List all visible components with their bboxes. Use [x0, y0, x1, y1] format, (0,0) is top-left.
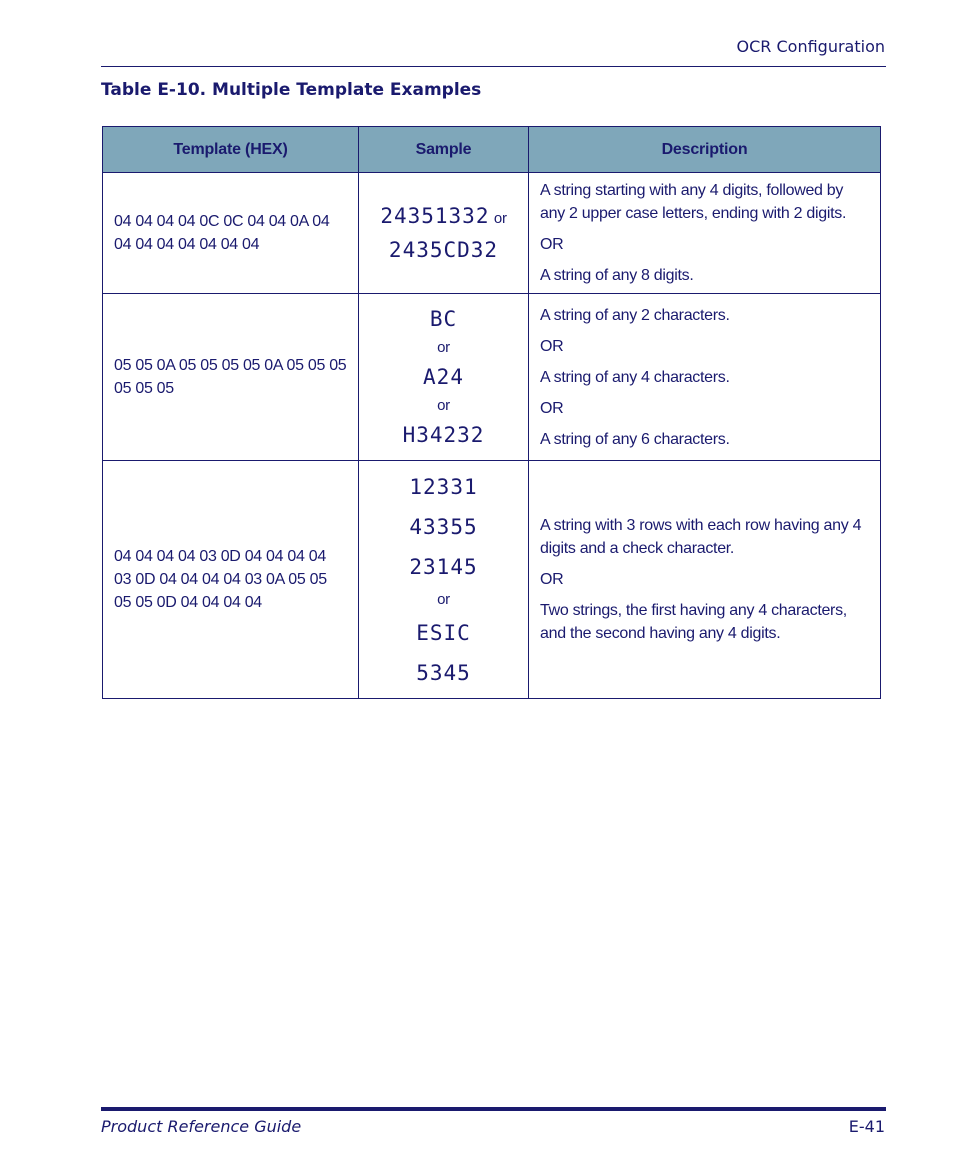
or-separator: or — [437, 339, 450, 356]
description-text: A string starting with any 4 digits, followed by any 2 upper case letters, ending with 2 digits. — [540, 182, 847, 222]
table-row — [103, 294, 881, 461]
ocr-sample: ESIC — [416, 620, 471, 645]
table-row — [103, 461, 881, 699]
table-header-row — [103, 127, 881, 173]
sample-cell — [359, 461, 529, 699]
description-cell — [529, 294, 881, 461]
ocr-sample: BC — [429, 307, 458, 331]
description-text: A string with 3 rows with each row having any 4 digits and a check character. — [540, 517, 862, 557]
page-number: E-41 — [848, 1117, 885, 1136]
footer-rule — [101, 1107, 886, 1111]
or-separator: or — [437, 397, 450, 414]
template-hex-cell: 04 04 04 04 03 0D 04 04 04 04 03 0D 04 04 04 04 03 0A 05 05 05 05 0D 04 04 04 04 — [103, 461, 359, 699]
description-or: OR — [540, 337, 564, 355]
or-separator: or — [493, 210, 507, 227]
description-or: OR — [540, 236, 564, 253]
ocr-sample: 43355 — [409, 514, 478, 539]
table-title: Table E-10. Multiple Template Examples — [101, 80, 482, 100]
description-text: A string of any 4 characters. — [540, 368, 730, 386]
description-text: Two strings, the first having any 4 characters, and the second having any 4 digits. — [540, 602, 847, 642]
ocr-sample: 24351332 — [380, 204, 490, 228]
ocr-sample: 2435CD32 — [388, 238, 499, 262]
sample-cell — [359, 173, 529, 294]
ocr-sample: A24 — [423, 365, 464, 389]
description-or: OR — [540, 571, 564, 588]
ocr-sample: 12331 — [409, 474, 478, 499]
ocr-sample: 5345 — [416, 660, 471, 685]
or-separator: or — [437, 590, 450, 608]
footer-guide-title: Product Reference Guide — [101, 1117, 302, 1136]
description-or: OR — [540, 399, 564, 417]
sample-cell — [359, 294, 529, 461]
ocr-sample: 23145 — [409, 554, 478, 579]
column-header-sample: Sample — [359, 127, 529, 173]
description-cell — [529, 173, 881, 294]
description-cell — [529, 461, 881, 699]
template-examples-table — [102, 126, 881, 699]
header-rule — [101, 66, 886, 67]
description-text: A string of any 6 characters. — [540, 430, 730, 448]
description-text: A string of any 2 characters. — [540, 306, 730, 324]
running-header: OCR Configuration — [736, 37, 885, 56]
ocr-sample: H34232 — [402, 423, 485, 447]
template-hex-cell: 05 05 0A 05 05 05 05 0A 05 05 05 05 05 05 — [103, 294, 359, 461]
column-header-description: Description — [529, 127, 881, 173]
description-text: A string of any 8 digits. — [540, 267, 694, 284]
table-row — [103, 173, 881, 294]
column-header-template: Template (HEX) — [103, 127, 359, 173]
template-hex-cell: 04 04 04 04 0C 0C 04 04 0A 04 04 04 04 04 04 04 04 — [103, 173, 359, 294]
